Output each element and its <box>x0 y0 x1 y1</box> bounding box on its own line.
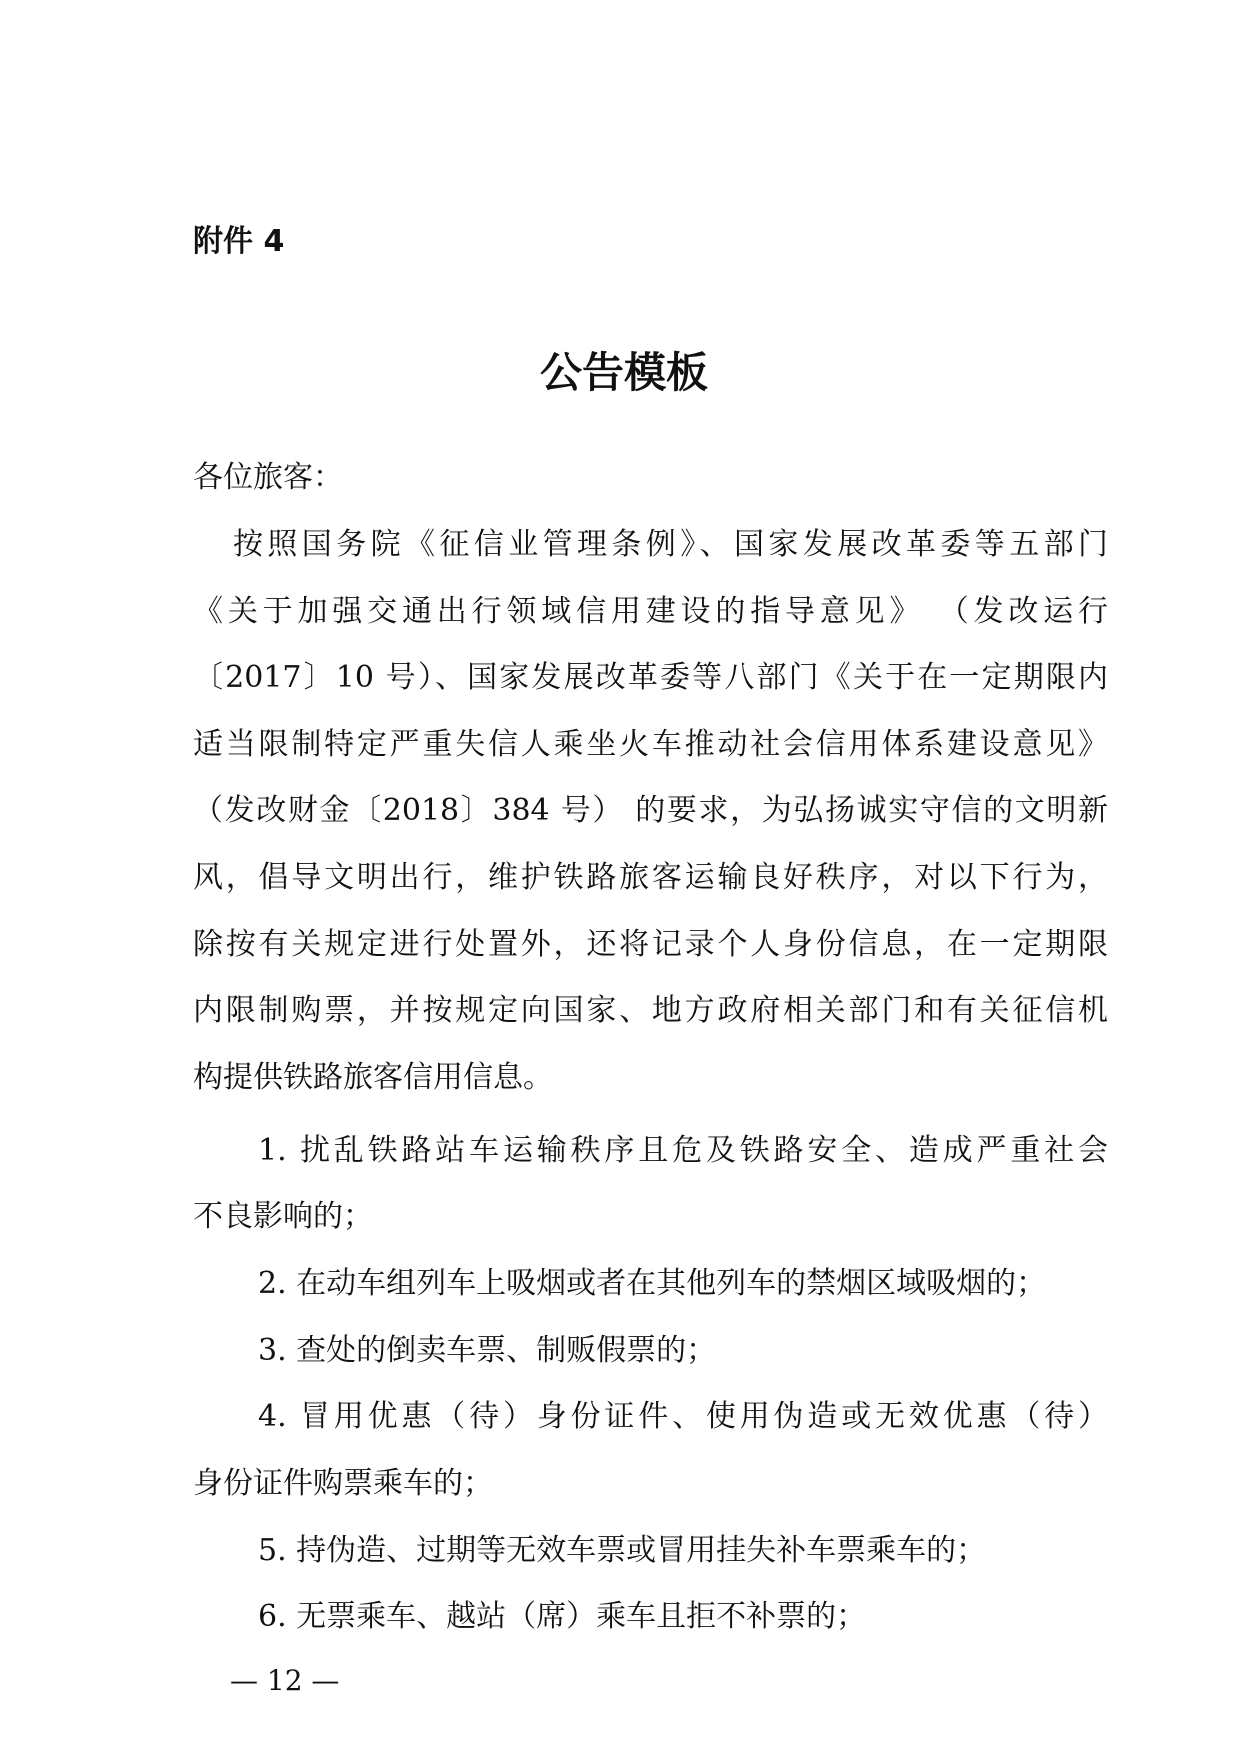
document-title: 公告模板 <box>539 348 708 397</box>
list-item: 3. 查处的倒卖车票、制贩假票的； <box>258 1333 717 1368</box>
list-item: 4. 冒用优惠（待）身份证件、使用伪造或无效优惠（待） <box>258 1399 1108 1434</box>
paragraph-line: 构提供铁路旅客信用信息。 <box>193 1060 553 1095</box>
paragraph-line: （发改财金〔2018〕384 号） 的要求，为弘扬诚实守信的文明新 <box>193 793 1108 828</box>
list-item: 5. 持伪造、过期等无效车票或冒用挂失补车票乘车的； <box>258 1533 987 1568</box>
paragraph-line: 内限制购票，并按规定向国家、地方政府相关部门和有关征信机 <box>193 993 1108 1028</box>
salutation: 各位旅客： <box>193 460 343 495</box>
paragraph-line: 按照国务院《征信业管理条例》、国家发展改革委等五部门 <box>233 527 1108 562</box>
list-item: 6. 无票乘车、越站（席）乘车且拒不补票的； <box>258 1599 867 1634</box>
attachment-label: 附件 4 <box>193 224 285 259</box>
list-item-continuation: 不良影响的； <box>193 1199 373 1234</box>
paragraph-line: 〔2017〕10 号）、国家发展改革委等八部门《关于在一定期限内 <box>193 660 1108 695</box>
paragraph-line: 适当限制特定严重失信人乘坐火车推动社会信用体系建设意见》 <box>193 727 1108 762</box>
paragraph-line: 风，倡导文明出行，维护铁路旅客运输良好秩序，对以下行为， <box>193 860 1108 895</box>
paragraph-line: 除按有关规定进行处置外，还将记录个人身份信息，在一定期限 <box>193 927 1108 962</box>
list-item: 1. 扰乱铁路站车运输秩序且危及铁路安全、造成严重社会 <box>258 1133 1108 1168</box>
page-number: — 12 — <box>230 1664 340 1697</box>
list-item-continuation: 身份证件购票乘车的； <box>193 1466 493 1501</box>
list-item: 2. 在动车组列车上吸烟或者在其他列车的禁烟区域吸烟的； <box>258 1266 1047 1301</box>
paragraph-line: 《关于加强交通出行领域信用建设的指导意见》 （发改运行 <box>193 594 1108 629</box>
